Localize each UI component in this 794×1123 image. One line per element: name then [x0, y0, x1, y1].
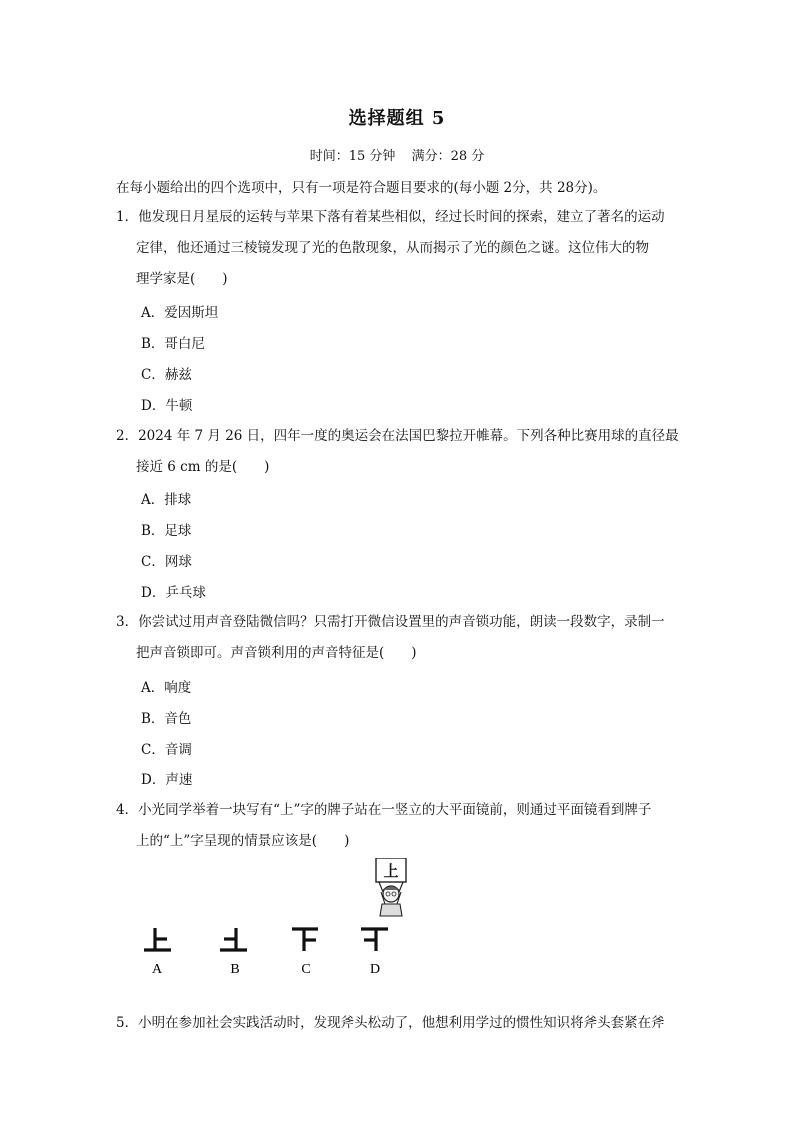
question-1 [116, 202, 681, 295]
question-line: 1．他发现日月星辰的运转与苹果下落有着某些相似，经过长时间的探索，建立了著名的运动 [116, 209, 665, 225]
mirror-figure [140, 858, 420, 983]
option-d: D．牛顿 [141, 398, 193, 414]
instruction-text: 在每小题给出的四个选项中，只有一项是符合题目要求的(每小题 2分，共 28分)。 [116, 180, 607, 196]
figure-label-d: D [369, 962, 381, 977]
option-d: D．乒乓球 [141, 585, 206, 601]
question-line: 把声音锁即可。声音锁利用的声音特征是( ) [136, 645, 417, 661]
question-line: 4．小光同学举着一块写有“上”字的牌子站在一竖立的大平面镜前，则通过平面镜看到牌子 [116, 802, 652, 818]
question-line: 接近 6 cm 的是( ) [136, 459, 270, 475]
question-line: 定律，他还通过三棱镜发现了光的色散现象，从而揭示了光的颜色之谜。这位伟大的物 [136, 240, 649, 256]
question-line: 2．2024 年 7 月 26 日，四年一度的奥运会在法国巴黎拉开帷幕。下列各种比赛用球的直径最 [116, 428, 679, 444]
figure-label-a: A [151, 962, 163, 977]
question-5 [116, 1008, 681, 1039]
option-b: B．音色 [141, 711, 192, 727]
option-d: D．声速 [141, 772, 193, 788]
question-4 [116, 795, 681, 857]
page-title: 选择题组 5 [348, 108, 446, 129]
question-line: 5．小明在参加社会实践活动时，发现斧头松动了，他想利用学过的惯性知识将斧头套紧在斧 [116, 1015, 665, 1031]
question-line: 3．你尝试过用声音登陆微信吗？只需打开微信设置里的声音锁功能，朗读一段数字，录制一 [116, 614, 665, 630]
exam-info [0, 145, 794, 164]
option-d-glyph [361, 929, 388, 951]
option-b-glyph [220, 928, 247, 950]
option-c: C．网球 [141, 554, 192, 570]
sign-character: 上 [383, 862, 399, 880]
question-2 [116, 421, 681, 483]
question-line: 理学家是( ) [136, 271, 228, 287]
figure-label-c: C [301, 962, 311, 977]
option-a-glyph [144, 928, 171, 950]
option-c-glyph [292, 929, 318, 951]
option-b: B．哥白尼 [141, 336, 205, 352]
person-holding-sign-icon [376, 858, 406, 916]
option-c: C．赫兹 [141, 367, 192, 383]
full-score: 满分：28 分 [411, 149, 485, 164]
figure-label-b: B [230, 962, 240, 977]
time-limit: 时间：15 分钟 [309, 149, 396, 164]
option-a: A．排球 [141, 492, 192, 508]
option-b: B．足球 [141, 523, 192, 539]
option-c: C．音调 [141, 742, 192, 758]
question-3 [116, 607, 681, 669]
question-line: 上的“上”字呈现的情景应该是( ) [136, 833, 350, 849]
option-a: A．爱因斯坦 [141, 305, 219, 321]
option-a: A．响度 [141, 680, 192, 696]
